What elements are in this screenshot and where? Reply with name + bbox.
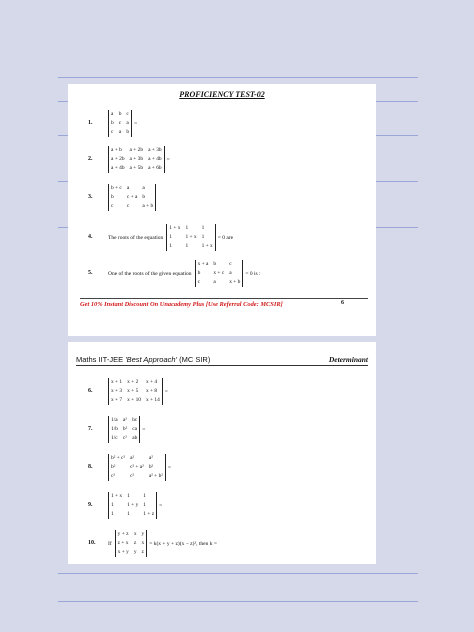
question-tail: = bbox=[134, 120, 138, 127]
matrix-entry: a + 4b bbox=[148, 156, 162, 162]
matrix-entry: y + z bbox=[117, 531, 129, 537]
matrix-entry: 1 + z bbox=[143, 511, 155, 517]
matrix-entry: 1 bbox=[143, 493, 146, 499]
matrix-entry: x + 4 bbox=[145, 379, 158, 385]
matrix-entry: c² bbox=[130, 473, 135, 479]
matrix-entry: x + y bbox=[117, 549, 129, 555]
determinant-expression bbox=[108, 530, 217, 557]
question-number: 4. bbox=[88, 234, 93, 240]
matrix-entry: b bbox=[126, 129, 130, 135]
matrix-entry: c bbox=[229, 261, 232, 267]
matrix-entry: a bbox=[126, 185, 130, 191]
matrix-entry: a bbox=[229, 270, 232, 276]
matrix-entry: c² bbox=[122, 435, 127, 441]
matrix-entry: b bbox=[197, 270, 201, 276]
matrix-entry: x + 5 bbox=[127, 388, 139, 394]
determinant-bar bbox=[165, 454, 166, 481]
promo-banner[interactable]: Get 10% Instant Discount On Unacademy Plus [Use Referral Code: MCSIR] bbox=[80, 298, 368, 308]
matrix-entry: a + 4b bbox=[111, 165, 125, 171]
matrix-entry: c bbox=[126, 111, 129, 117]
matrix-entry: a² bbox=[130, 455, 135, 461]
matrix-entry: z bbox=[133, 540, 137, 546]
page-number: 6 bbox=[341, 300, 344, 306]
determinant-matrix bbox=[109, 492, 156, 519]
determinant-expression bbox=[108, 416, 145, 443]
determinant-expression bbox=[108, 224, 233, 251]
determinant-expression bbox=[108, 110, 137, 137]
matrix-entry: z + x bbox=[117, 540, 129, 546]
question-item bbox=[68, 531, 376, 564]
matrix-entry: a + 6b bbox=[148, 165, 162, 171]
matrix-entry: 1/b bbox=[111, 426, 118, 432]
question-tail: = bbox=[167, 464, 171, 471]
matrix-entry: y bbox=[141, 531, 145, 537]
matrix-entry: b² bbox=[148, 464, 154, 470]
matrix-entry: x + a bbox=[197, 261, 209, 267]
question-tail: = bbox=[164, 388, 168, 395]
matrix-entry: 1 bbox=[127, 511, 130, 517]
question-number: 5. bbox=[88, 270, 93, 276]
determinant-bar bbox=[215, 224, 216, 251]
question-tail: = bbox=[159, 502, 163, 509]
matrix-entry: a bbox=[142, 185, 145, 191]
matrix-entry: 1 + x bbox=[185, 234, 197, 240]
determinant-bar bbox=[242, 260, 243, 287]
matrix-entry: c bbox=[118, 120, 122, 126]
question-tail: = 0 is : bbox=[245, 270, 261, 277]
determinant-expression bbox=[108, 146, 170, 173]
question-text: One of the roots of the given equation bbox=[108, 270, 192, 277]
matrix-entry: x + b bbox=[229, 279, 241, 285]
header-course-author: (MC SIR) bbox=[176, 355, 211, 364]
ruled-line bbox=[58, 77, 418, 78]
ruled-line bbox=[58, 601, 418, 602]
matrix-entry: c bbox=[197, 279, 200, 285]
determinant-bar bbox=[155, 184, 156, 211]
matrix-entry: a + 2b bbox=[129, 147, 144, 153]
matrix-entry: b bbox=[111, 120, 114, 126]
matrix-entry: x + 8 bbox=[145, 388, 158, 394]
matrix-entry: 1 + x bbox=[111, 493, 123, 499]
matrix-entry: a bbox=[118, 129, 122, 135]
matrix-entry: a² + b² bbox=[148, 473, 163, 479]
question-tail: = k(x + y + z)(x − z)², then k = bbox=[149, 540, 217, 547]
question-number: 7. bbox=[88, 426, 93, 432]
page-header bbox=[76, 355, 368, 366]
matrix-entry: a + b bbox=[111, 147, 122, 153]
matrix-entry: c bbox=[111, 129, 114, 135]
matrix-entry: a + 3b bbox=[148, 147, 162, 153]
matrix-entry: x + c bbox=[213, 270, 225, 276]
document-page-2 bbox=[68, 342, 376, 564]
ruled-line bbox=[58, 573, 418, 574]
matrix-entry: b² bbox=[111, 464, 116, 470]
question-number: 9. bbox=[88, 502, 93, 508]
determinant-expression bbox=[108, 492, 162, 519]
header-chapter: Determinant bbox=[328, 355, 368, 364]
matrix-entry: 1 bbox=[169, 234, 172, 240]
question-tail: = 0 are bbox=[217, 234, 234, 241]
matrix-entry: x + 1 bbox=[111, 379, 123, 385]
question-text: The roots of the equation bbox=[108, 234, 164, 241]
matrix-entry: a bbox=[126, 120, 129, 126]
determinant-expression bbox=[108, 260, 261, 287]
matrix-entry: c + a bbox=[126, 194, 138, 200]
matrix-entry: y bbox=[133, 549, 137, 555]
determinant-bar bbox=[162, 378, 163, 405]
matrix-entry: c² bbox=[111, 473, 116, 479]
matrix-entry: 1 bbox=[201, 234, 205, 240]
determinant-matrix bbox=[109, 146, 164, 173]
matrix-entry: a² bbox=[148, 455, 153, 461]
matrix-entry: 1 bbox=[201, 225, 205, 231]
matrix-entry: b bbox=[142, 194, 146, 200]
matrix-entry: 1/c bbox=[111, 435, 118, 441]
question-number: 3. bbox=[88, 194, 93, 200]
determinant-expression bbox=[108, 454, 171, 481]
matrix-entry: x + 10 bbox=[127, 397, 141, 403]
matrix-entry: x + 3 bbox=[111, 388, 123, 394]
header-course bbox=[76, 355, 210, 364]
matrix-entry: a bbox=[213, 279, 216, 285]
matrix-entry: x bbox=[133, 531, 137, 537]
matrix-entry: ca bbox=[132, 426, 137, 432]
determinant-expression bbox=[108, 184, 156, 211]
matrix-entry: b bbox=[111, 194, 114, 200]
question-number: 10. bbox=[88, 540, 96, 546]
question-text: If bbox=[108, 540, 112, 547]
matrix-entry: b² bbox=[122, 426, 128, 432]
matrix-entry: 1 bbox=[185, 225, 189, 231]
matrix-entry: z bbox=[141, 549, 144, 555]
matrix-entry: x + 7 bbox=[111, 397, 123, 403]
determinant-bar bbox=[156, 492, 157, 519]
determinant-bar bbox=[131, 110, 132, 137]
document-page-1 bbox=[68, 84, 376, 336]
determinant-matrix bbox=[196, 260, 243, 287]
matrix-entry: c bbox=[126, 203, 130, 209]
matrix-entry: 1 bbox=[111, 502, 114, 508]
determinant-matrix bbox=[109, 110, 131, 137]
question-number: 6. bbox=[88, 388, 93, 394]
matrix-entry: a² bbox=[122, 417, 127, 423]
matrix-entry: b + c bbox=[111, 185, 122, 191]
determinant-matrix bbox=[109, 378, 162, 405]
question-tail: = bbox=[142, 426, 146, 433]
determinant-bar bbox=[146, 530, 147, 557]
matrix-entry: x + 2 bbox=[127, 379, 139, 385]
matrix-entry: a + 3b bbox=[129, 156, 144, 162]
determinant-expression bbox=[108, 378, 168, 405]
matrix-entry: a + 5b bbox=[129, 165, 144, 171]
matrix-entry: 1 + x bbox=[201, 243, 213, 249]
determinant-matrix bbox=[109, 454, 165, 481]
matrix-entry: a bbox=[111, 111, 114, 117]
matrix-entry: 1 bbox=[169, 243, 172, 249]
matrix-entry: 1 bbox=[127, 493, 130, 499]
matrix-entry: b bbox=[118, 111, 122, 117]
question-number: 1. bbox=[88, 120, 93, 126]
matrix-entry: c² + a² bbox=[130, 464, 144, 470]
matrix-entry: b² + c² bbox=[111, 455, 126, 461]
matrix-entry: x bbox=[141, 540, 145, 546]
matrix-entry: 1 + x bbox=[169, 225, 181, 231]
question-number: 8. bbox=[88, 464, 93, 470]
matrix-entry: x + 14 bbox=[145, 397, 160, 403]
determinant-matrix bbox=[116, 530, 147, 557]
matrix-entry: 1 bbox=[111, 511, 114, 517]
determinant-matrix bbox=[109, 184, 155, 211]
matrix-entry: a + 2b bbox=[111, 156, 125, 162]
question-number: 2. bbox=[88, 156, 93, 162]
determinant-matrix bbox=[167, 224, 214, 251]
matrix-entry: b bbox=[213, 261, 217, 267]
determinant-matrix bbox=[109, 416, 139, 443]
header-course-name: Maths IIT-JEE bbox=[76, 355, 126, 364]
header-course-tagline: 'Best Approach' bbox=[125, 355, 177, 364]
matrix-entry: 1 + y bbox=[127, 502, 139, 508]
determinant-bar bbox=[139, 416, 140, 443]
matrix-entry: c bbox=[111, 203, 114, 209]
question-tail: = bbox=[166, 156, 170, 163]
matrix-entry: a + b bbox=[142, 203, 154, 209]
matrix-entry: ab bbox=[132, 435, 138, 441]
page-title: PROFICIENCY TEST-02 bbox=[179, 90, 265, 99]
matrix-entry: bc bbox=[132, 417, 138, 423]
determinant-bar bbox=[164, 146, 165, 173]
matrix-entry: 1 bbox=[143, 502, 146, 508]
matrix-entry: 1/a bbox=[111, 417, 118, 423]
matrix-entry: 1 bbox=[185, 243, 189, 249]
